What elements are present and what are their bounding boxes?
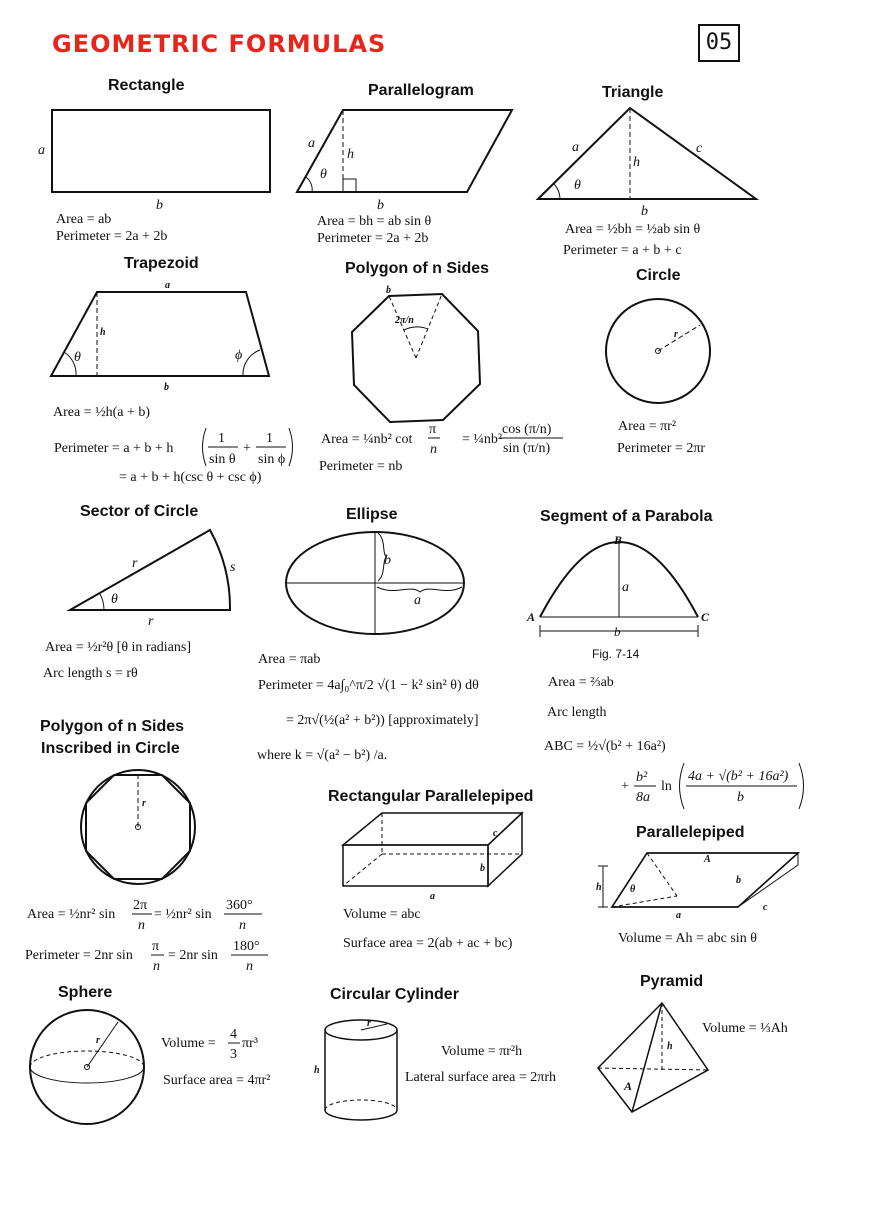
inscribed-area-num2: 360° — [226, 898, 253, 913]
rectangle-title: Rectangle — [108, 77, 185, 94]
trapezoid-label-h: h — [100, 327, 106, 338]
parabola-label-C: C — [701, 610, 710, 624]
parallelepiped-label-h: h — [596, 882, 602, 893]
ellipse-figure — [286, 532, 464, 634]
parabola-figure — [526, 533, 710, 639]
triangle-figure — [538, 108, 756, 219]
parabola-label-B: B — [614, 533, 623, 547]
circle-label-r: r — [674, 329, 678, 340]
cylinder-volume: Volume = πr²h — [441, 1044, 523, 1059]
trapezoid-perimeter-line2: = a + b + h(csc θ + csc ϕ) — [119, 470, 262, 485]
parabola-ln: ln — [661, 779, 672, 794]
ellipse-area: Area = πab — [258, 652, 321, 667]
parabola-abc: ABC = ½√(b² + 16a²) — [544, 739, 666, 754]
circle-area: Area = πr² — [618, 419, 677, 434]
pyramid-figure — [598, 1003, 708, 1112]
rectangle-label-a: a — [38, 143, 45, 158]
sector-title: Sector of Circle — [80, 503, 199, 520]
polygon-label-b: b — [386, 285, 391, 296]
triangle-area: Area = ½bh = ½ab sin θ — [565, 222, 701, 237]
parabola-arc-label: Arc length — [547, 705, 607, 720]
parallelogram-label-b: b — [377, 198, 384, 213]
parabola-label-b: b — [614, 624, 621, 639]
parabola-frac-den2: b — [737, 790, 744, 805]
trapezoid-label-a: a — [165, 280, 170, 291]
trapezoid-figure — [51, 280, 269, 393]
parallelogram-label-a: a — [308, 136, 315, 151]
triangle-label-c: c — [696, 141, 703, 156]
inscribed-area-num: 2π — [133, 898, 148, 913]
polygon-area-lead: Area = ¼nb² cot — [321, 432, 413, 447]
ellipse-label-a: a — [414, 593, 421, 608]
polygon-label-angle: 2π/n — [395, 315, 414, 326]
cylinder-lateral: Lateral surface area = 2πrh — [405, 1070, 556, 1085]
parallelepiped-label-theta: θ — [630, 884, 636, 895]
cylinder-figure — [314, 1018, 397, 1120]
polygon-frac-num2: cos (π/n) — [502, 422, 552, 437]
page-title: GEOMETRIC FORMULAS — [52, 30, 387, 58]
sector-label-r2: r — [148, 614, 154, 629]
rectangle-label-b: b — [156, 198, 163, 213]
sphere-label-r: r — [96, 1035, 100, 1046]
parabola-title: Segment of a Parabola — [540, 508, 713, 525]
rect-parallelepiped-volume: Volume = abc — [343, 907, 421, 922]
inscribed-perimeter-num: π — [152, 939, 160, 954]
sector-arc: Arc length s = rθ — [43, 666, 138, 681]
trapezoid-label-b: b — [164, 382, 169, 393]
parabola-fig-caption: Fig. 7-14 — [592, 647, 640, 661]
trapezoid-frac-den1: sin θ — [209, 452, 236, 467]
polygon-title: Polygon of n Sides — [345, 260, 490, 277]
inscribed-area-mid: = ½nr² sin — [154, 907, 212, 922]
parallelepiped-label-A: A — [704, 854, 711, 865]
inscribed-perimeter-den2: n — [246, 959, 253, 974]
cylinder-label-h: h — [314, 1065, 320, 1076]
sector-label-theta: θ — [111, 592, 118, 607]
sphere-volume-lead: Volume = — [161, 1036, 216, 1051]
ellipse-approx: = 2π√(½(a² + b²)) [approximately] — [286, 713, 479, 728]
polygon-frac-num: π — [429, 422, 437, 437]
rect-parallelepiped-surface: Surface area = 2(ab + ac + bc) — [343, 936, 513, 951]
inscribed-area-den2: n — [239, 918, 246, 933]
parabola-area: Area = ⅔ab — [548, 675, 614, 690]
sector-area: Area = ½r²θ [θ in radians] — [45, 640, 192, 655]
triangle-label-theta: θ — [574, 178, 581, 193]
ellipse-label-b: b — [384, 553, 391, 568]
parallelepiped-volume: Volume = Ah = abc sin θ — [618, 931, 757, 946]
parallelepiped-title: Parallelepiped — [636, 824, 745, 841]
ellipse-where: where k = √(a² − b²) /a. — [257, 748, 388, 763]
rectangle-figure — [38, 110, 270, 213]
parallelogram-label-h: h — [347, 147, 354, 162]
parabola-label-a: a — [622, 580, 629, 595]
parabola-label-A: A — [527, 610, 536, 624]
sector-label-r1: r — [132, 556, 138, 571]
cylinder-label-r: r — [367, 1018, 371, 1029]
triangle-label-a: a — [572, 140, 579, 155]
trapezoid-frac-num1: 1 — [218, 431, 225, 446]
parallelogram-title: Parallelogram — [368, 82, 474, 99]
inscribed-perimeter-lead: Perimeter = 2nr sin — [25, 948, 133, 963]
parallelogram-figure — [297, 110, 512, 213]
polygon-perimeter: Perimeter = nb — [319, 459, 403, 474]
rect-parallelepiped-label-a: a — [430, 891, 435, 902]
inscribed-area-den: n — [138, 918, 145, 933]
ellipse-title: Ellipse — [346, 506, 398, 523]
parallelepiped-figure — [596, 853, 798, 921]
trapezoid-perimeter-lead: Perimeter = a + b + h — [54, 441, 174, 456]
rectangle-perimeter: Perimeter = 2a + 2b — [56, 229, 168, 244]
parallelepiped-label-a: a — [676, 910, 681, 921]
parabola-frac-num2: 4a + √(b² + 16a²) — [688, 769, 789, 784]
inscribed-title-2: Inscribed in Circle — [41, 740, 180, 757]
trapezoid-label-phi: ϕ — [235, 348, 243, 363]
pyramid-label-h: h — [667, 1041, 673, 1052]
pyramid-volume: Volume = ⅓Ah — [702, 1021, 788, 1036]
trapezoid-frac-den2: sin ϕ — [258, 452, 286, 467]
sector-figure — [70, 530, 236, 629]
svg-text:+: + — [243, 441, 251, 456]
inscribed-perimeter-num2: 180° — [233, 939, 260, 954]
sphere-frac-num: 4 — [230, 1027, 237, 1042]
sphere-volume-tail: πr³ — [242, 1036, 258, 1051]
parabola-frac-den: 8a — [636, 790, 650, 805]
sphere-frac-den: 3 — [230, 1047, 237, 1062]
inscribed-title-1: Polygon of n Sides — [40, 718, 185, 735]
circle-title: Circle — [636, 267, 681, 284]
inscribed-area-lead: Area = ½nr² sin — [27, 907, 116, 922]
sphere-figure — [30, 1010, 144, 1124]
triangle-title: Triangle — [602, 84, 664, 101]
polygon-frac-den2: sin (π/n) — [503, 441, 551, 456]
trapezoid-frac-num2: 1 — [266, 431, 273, 446]
rect-parallelepiped-label-c: c — [493, 828, 498, 839]
circle-figure — [606, 299, 710, 403]
parallelogram-label-theta: θ — [320, 167, 327, 182]
pyramid-title: Pyramid — [640, 973, 704, 990]
triangle-label-h: h — [633, 155, 640, 170]
pyramid-label-A: A — [624, 1079, 633, 1093]
circle-perimeter: Perimeter = 2πr — [617, 441, 706, 456]
ellipse-perimeter: Perimeter = 4a∫₀^π/2 √(1 − k² sin² θ) dθ — [258, 678, 479, 693]
inscribed-perimeter-mid: = 2nr sin — [168, 948, 218, 963]
inscribed-perimeter-den: n — [153, 959, 160, 974]
page-number: 05 — [698, 24, 740, 62]
rect-parallelepiped-figure — [343, 813, 522, 902]
inscribed-figure — [81, 770, 195, 884]
rectangle-area: Area = ab — [56, 212, 112, 227]
triangle-label-b: b — [641, 204, 648, 219]
trapezoid-area: Area = ½h(a + b) — [53, 405, 151, 420]
parallelogram-area: Area = bh = ab sin θ — [317, 214, 432, 229]
trapezoid-title: Trapezoid — [124, 255, 199, 272]
parallelepiped-label-c: c — [763, 902, 768, 913]
parabola-plus: + — [621, 779, 629, 794]
sphere-title: Sphere — [58, 984, 113, 1001]
parallelepiped-label-b: b — [736, 875, 741, 886]
inscribed-label-r: r — [142, 798, 146, 809]
parallelogram-perimeter: Perimeter = 2a + 2b — [317, 231, 429, 246]
trapezoid-label-theta: θ — [74, 350, 81, 365]
polygon-area-mid: = ¼nb² — [462, 432, 503, 447]
triangle-perimeter: Perimeter = a + b + c — [563, 243, 682, 258]
parabola-frac-num: b² — [636, 770, 648, 785]
sphere-surface: Surface area = 4πr² — [163, 1073, 271, 1088]
rect-parallelepiped-title: Rectangular Parallelepiped — [328, 788, 534, 805]
polygon-figure — [352, 285, 480, 422]
cylinder-title: Circular Cylinder — [330, 986, 459, 1003]
rect-parallelepiped-label-b: b — [480, 863, 485, 874]
sector-label-s: s — [230, 560, 236, 575]
polygon-frac-den: n — [430, 442, 437, 457]
